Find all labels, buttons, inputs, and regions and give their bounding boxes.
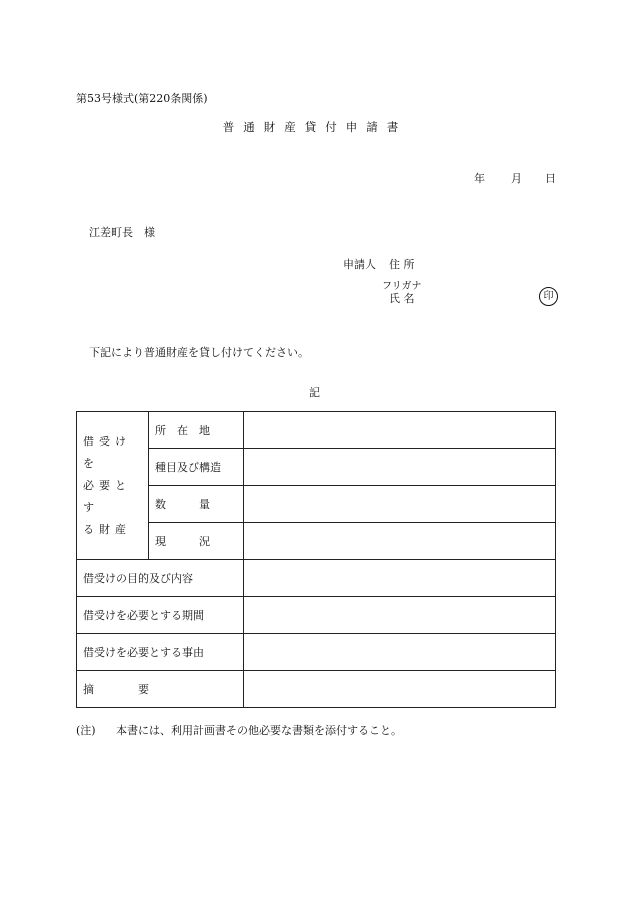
seal-mark: 印: [539, 287, 558, 306]
request-text: 下記により普通財産を貸し付けてください。: [89, 346, 309, 359]
applicant-label: 申請人: [343, 258, 376, 271]
group-label-line: 借受けを: [83, 434, 131, 470]
reason-label: 借受けを必要とする事由: [77, 634, 244, 671]
table-row: [77, 412, 556, 449]
note-text: 本書には、利用計画書その他必要な書類を添付すること。: [116, 724, 402, 737]
record-label: 記: [309, 386, 320, 399]
period-label: 借受けを必要とする期間: [77, 597, 244, 634]
type-structure-label: 種目及び構造: [149, 449, 244, 486]
furigana-label: フリガナ: [382, 281, 422, 292]
date-day-label: 日: [545, 172, 556, 185]
table-row: [77, 560, 556, 597]
quantity-field[interactable]: [244, 486, 556, 523]
table-row: [77, 634, 556, 671]
page-title: 普通財産貸付申請書: [222, 120, 408, 134]
date-month-label: 月: [511, 172, 522, 185]
date-year-label: 年: [474, 172, 485, 185]
property-group-label: [77, 412, 149, 560]
note-mark: (注): [76, 724, 96, 737]
quantity-label: 数 量: [149, 486, 244, 523]
table-row: [77, 449, 556, 486]
location-field[interactable]: [244, 412, 556, 449]
condition-field[interactable]: [244, 523, 556, 560]
table-row: [77, 486, 556, 523]
purpose-label: 借受けの目的及び内容: [77, 560, 244, 597]
name-label: 氏 名: [389, 292, 415, 305]
application-table: [76, 411, 556, 708]
form-number: 第53号様式(第220条関係): [76, 92, 208, 105]
group-label-line: る財産: [83, 522, 131, 536]
condition-label: 現 況: [149, 523, 244, 560]
reason-field[interactable]: [244, 634, 556, 671]
address-label: 住 所: [389, 258, 415, 271]
remarks-field[interactable]: [244, 671, 556, 708]
table-row: [77, 523, 556, 560]
table-row: [77, 671, 556, 708]
table-row: [77, 597, 556, 634]
purpose-field[interactable]: [244, 560, 556, 597]
period-field[interactable]: [244, 597, 556, 634]
group-label-line: 必要とす: [83, 478, 131, 514]
remarks-label: 摘 要: [77, 671, 244, 708]
type-structure-field[interactable]: [244, 449, 556, 486]
addressee: 江差町長 様: [89, 226, 155, 239]
location-label: 所 在 地: [149, 412, 244, 449]
